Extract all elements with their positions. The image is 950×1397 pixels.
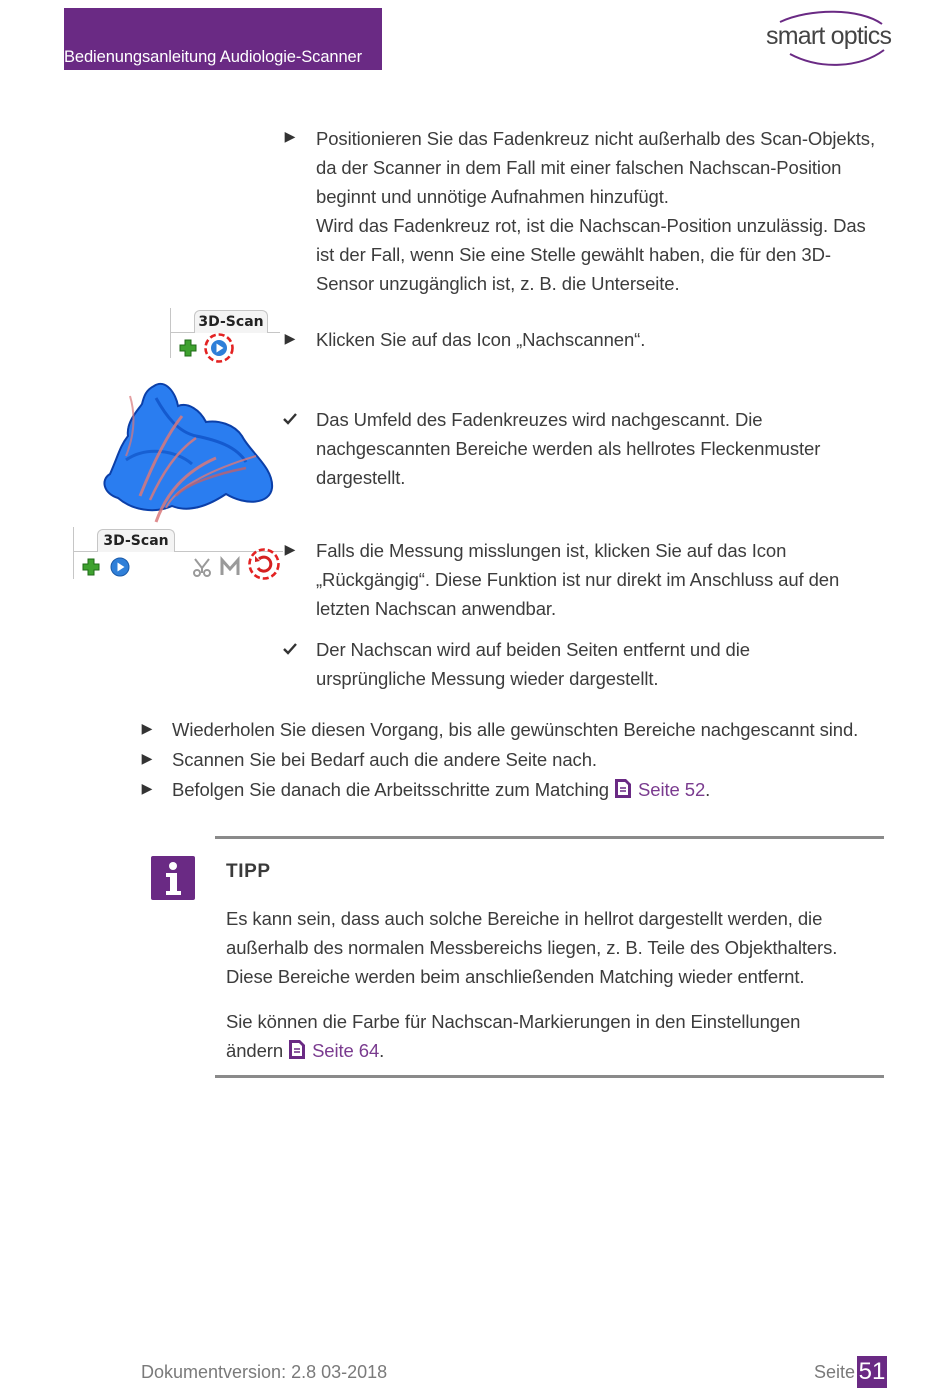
- text-line: Falls die Messung misslungen ist, klicken Sie auf das Icon: [316, 540, 787, 561]
- plus-icon[interactable]: [81, 557, 101, 577]
- document-link-icon[interactable]: [614, 778, 632, 799]
- page-label: Seite: [814, 1362, 856, 1382]
- step-rueckgaengig: [316, 536, 839, 623]
- tab-3d-scan[interactable]: 3D-Scan: [97, 529, 175, 552]
- mesh-icon[interactable]: [219, 556, 241, 578]
- document-link-icon[interactable]: [288, 1039, 306, 1060]
- ear-scan-image: [96, 376, 276, 526]
- arrow-bullet-icon: ▶: [284, 330, 296, 346]
- result-nachgescannt: [316, 405, 820, 492]
- text-line: Sie können die Farbe für Nachscan-Markierungen in den Einstellungen: [226, 1011, 801, 1032]
- arrow-bullet-icon: ▶: [141, 780, 153, 796]
- tip-paragraph-1: [226, 904, 837, 991]
- step-wiederholen: [172, 715, 858, 744]
- text-line: letzten Nachscan anwendbar.: [316, 598, 557, 619]
- result-entfernt: [316, 635, 750, 693]
- text-line: Klicken Sie auf das Icon „Nachscannen“.: [316, 329, 646, 350]
- header-title: Bedienungsanleitung Audiologie-Scanner: [64, 48, 363, 66]
- info-icon: [151, 856, 195, 900]
- brand-logo: [750, 10, 900, 70]
- text-line: beginnt und unnötige Aufnahmen hinzufügt.: [316, 186, 669, 207]
- toolbar-3d-scan-small: [170, 308, 280, 362]
- text-line: Diese Bereiche werden beim anschließenden Matching wieder entfernt.: [226, 966, 805, 987]
- crop-icon[interactable]: [191, 556, 213, 578]
- text-line: ändern: [226, 1040, 284, 1061]
- arrow-bullet-icon: ▶: [284, 128, 296, 144]
- play-icon[interactable]: [203, 332, 235, 364]
- text-line: Sensor unzugänglich ist, z. B. die Unterseite.: [316, 273, 680, 294]
- step-positionieren: [316, 124, 875, 298]
- text-line: „Rückgängig“. Diese Funktion ist nur direkt im Anschluss auf den: [316, 569, 840, 590]
- undo-icon[interactable]: [247, 547, 281, 581]
- step-klicken-nachscannen: [316, 325, 645, 354]
- text-line: außerhalb des normalen Messbereichs liegen, z. B. Teile des Objekthalters.: [226, 937, 838, 958]
- check-icon: [283, 413, 297, 425]
- text-line: Es kann sein, dass auch solche Bereiche in hellrot dargestellt werden, die: [226, 908, 823, 929]
- plus-icon[interactable]: [178, 338, 198, 358]
- text-end: .: [379, 1040, 385, 1061]
- step-matching: [172, 775, 710, 804]
- text-line: Scannen Sie bei Bedarf auch die andere Seite nach.: [172, 749, 597, 770]
- arrow-bullet-icon: ▶: [141, 720, 153, 736]
- text-line: Wird das Fadenkreuz rot, ist die Nachscan-Position unzulässig. Das: [316, 215, 866, 236]
- arrow-bullet-icon: ▶: [141, 750, 153, 766]
- text-line: da der Scanner in dem Fall mit einer falschen Nachscan-Position: [316, 157, 842, 178]
- text-line: Wiederholen Sie diesen Vorgang, bis alle gewünschten Bereiche nachgescannt sind.: [172, 719, 859, 740]
- text-line: Der Nachscan wird auf beiden Seiten entfernt und die: [316, 639, 750, 660]
- text-line: ursprüngliche Messung wieder dargestellt.: [316, 668, 659, 689]
- toolbar-3d-scan-wide: [73, 527, 283, 583]
- text-line: ist der Fall, wenn Sie eine Stelle gewählt haben, die für den 3D-: [316, 244, 831, 265]
- check-icon: [283, 643, 297, 655]
- text-line: Das Umfeld des Fadenkreuzes wird nachgescannt. Die: [316, 409, 763, 430]
- text-line: Befolgen Sie danach die Arbeitsschritte zum Matching: [172, 779, 609, 800]
- tip-top-rule: [215, 836, 884, 839]
- page-number: 51: [857, 1356, 887, 1388]
- text-line: dargestellt.: [316, 467, 406, 488]
- arrow-bullet-icon: ▶: [284, 541, 296, 557]
- page-link-seite-52[interactable]: Seite 52: [638, 779, 706, 800]
- play-icon[interactable]: [109, 556, 131, 578]
- tip-paragraph-2: [226, 1007, 800, 1065]
- tip-bottom-rule: [215, 1075, 884, 1078]
- step-andere-seite: [172, 745, 597, 774]
- text-line: Positionieren Sie das Fadenkreuz nicht außerhalb des Scan-Objekts,: [316, 128, 875, 149]
- tab-3d-scan[interactable]: 3D-Scan: [194, 310, 268, 333]
- page-link-seite-64[interactable]: Seite 64: [312, 1040, 380, 1061]
- text-line: nachgescannten Bereiche werden als hellrotes Fleckenmuster: [316, 438, 821, 459]
- tip-title: TIPP: [226, 861, 271, 882]
- text-end: .: [705, 779, 711, 800]
- brand-name: smart optics: [766, 22, 892, 50]
- doc-version: Dokumentversion: 2.8 03-2018: [141, 1362, 388, 1382]
